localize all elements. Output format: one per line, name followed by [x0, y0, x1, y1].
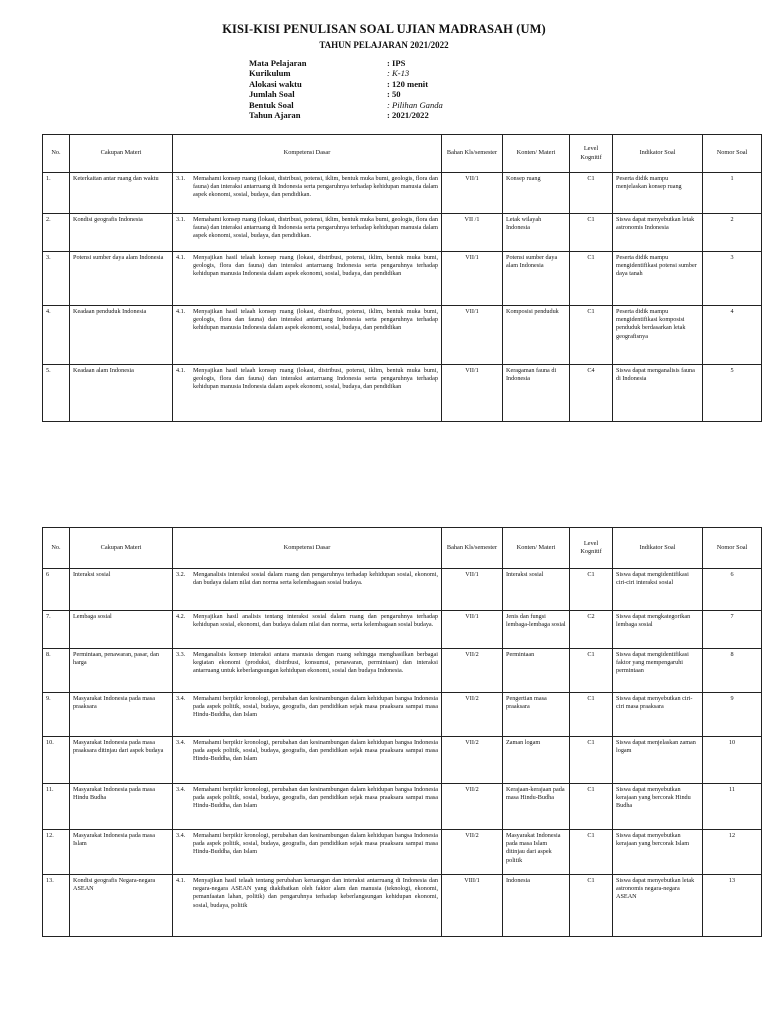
table-row — [43, 737, 762, 784]
row-kompetensi-dasar — [173, 214, 442, 252]
document-meta — [249, 58, 507, 120]
row-no: 8. — [43, 649, 70, 693]
meta-label: Tahun Ajaran — [249, 109, 301, 120]
document-subtitle: TAHUN PELAJARAN 2021/2022 — [319, 40, 449, 50]
meta-row — [249, 68, 507, 78]
row-no: 10. — [43, 737, 70, 784]
row-cakupan-materi: Potensi sumber daya alam Indonesia — [70, 252, 173, 306]
row-kompetensi-dasar — [173, 649, 442, 693]
col-header-no: No. — [43, 135, 70, 173]
table-row — [43, 365, 762, 422]
meta-label: Mata Pelajaran — [249, 58, 307, 68]
row-level-kognitif: C1 — [570, 693, 613, 737]
col-header-indikator: Indikator Soal — [613, 135, 703, 173]
kd-number: 3.2. — [176, 571, 186, 578]
col-header-bahan: Bahan Kls/semester — [442, 528, 503, 569]
kd-text: Menganalisis interaksi sosial dalam ruang dan pengaruhnya terhadap kehidupan sosial, ekonomi, dan budaya dalam nilai dan norma serta kelembagaan sosial budaya. — [193, 571, 438, 587]
kisi-kisi-table-2 — [42, 527, 762, 937]
kd-wrapper — [176, 216, 438, 241]
row-bahan-kelas: VII/2 — [442, 784, 503, 830]
row-bahan-kelas: VII/1 — [442, 306, 503, 365]
kd-number: 4.1. — [176, 308, 186, 315]
row-no: 13. — [43, 875, 70, 937]
row-kompetensi-dasar — [173, 365, 442, 422]
row-konten-materi: Potensi sumber daya alam Indonesia — [503, 252, 570, 306]
kd-text: Memahami berpikir kronologi, perubahan dan kesinambungan dalam kehidupan bangsa Indonesia pada aspek politik, sosial, budaya, geografis, dan pendidikan sejak masa praaksara sampai masa Hindu-Buddha, dan Islam — [193, 695, 438, 719]
row-no: 2. — [43, 214, 70, 252]
kd-wrapper — [176, 308, 438, 333]
meta-row — [249, 58, 507, 68]
row-no: 5. — [43, 365, 70, 422]
row-bahan-kelas: VII/2 — [442, 649, 503, 693]
meta-row — [249, 100, 507, 110]
table-header-row — [43, 528, 762, 569]
row-level-kognitif: C4 — [570, 365, 613, 422]
row-cakupan-materi: Masyarakat Indonesia pada masa praaksara — [70, 693, 173, 737]
col-header-indikator: Indikator Soal — [613, 528, 703, 569]
kd-number: 3.4. — [176, 786, 186, 793]
row-indikator-soal: Siswa dapat menyebutkan kerajaan yang bercorak Hindu Budha — [613, 784, 703, 830]
row-kompetensi-dasar — [173, 693, 442, 737]
col-header-cakupan: Cakupan Materi — [70, 135, 173, 173]
row-bahan-kelas: VII/2 — [442, 830, 503, 875]
kd-wrapper — [176, 613, 438, 629]
kisi-kisi-table-1 — [42, 134, 762, 422]
row-nomor-soal: 9 — [703, 693, 762, 737]
table-header-row — [43, 135, 762, 173]
row-indikator-soal: Siswa dapat menyebutkan kerajaan yang bercorak Islam — [613, 830, 703, 875]
col-header-cakupan: Cakupan Materi — [70, 528, 173, 569]
row-kompetensi-dasar — [173, 306, 442, 365]
document-title: KISI-KISI PENULISAN SOAL UJIAN MADRASAH (UM) — [222, 22, 546, 36]
kd-wrapper — [176, 786, 438, 811]
kd-wrapper — [176, 739, 438, 764]
kd-wrapper — [176, 175, 438, 200]
kd-text: Memahami berpikir kronologi, perubahan dan kesinambungan dalam kehidupan bangsa Indonesia pada aspek politik, sosial, budaya, geografis, dan pendidikan sejak masa praaksara sampai masa Hindu-Buddha, dan Islam — [193, 786, 438, 810]
row-bahan-kelas: VII/2 — [442, 693, 503, 737]
row-no: 11. — [43, 784, 70, 830]
row-level-kognitif: C1 — [570, 252, 613, 306]
row-no: 9. — [43, 693, 70, 737]
col-header-nomor: Nomor Soal — [703, 135, 762, 173]
meta-value: : Pilihan Ganda — [387, 99, 443, 110]
row-nomor-soal: 5 — [703, 365, 762, 422]
row-cakupan-materi: Masyarakat Indonesia pada masa praaksara ditinjau dari aspek budaya — [70, 737, 173, 784]
col-header-level: Level Kognitif — [570, 135, 613, 173]
kd-number: 3.1. — [176, 175, 186, 182]
row-no: 4. — [43, 306, 70, 365]
row-kompetensi-dasar — [173, 252, 442, 306]
row-indikator-soal: Siswa dapat menjelaskan zaman logam — [613, 737, 703, 784]
kd-text: Memahami konsep ruang (lokasi, distribusi, potensi, iklim, bentuk muka bumi, geologis, flora dan fauna) dan interaksi antarruang di Indonesia serta pengaruhnya terhadap kehidupan manusia dalam aspek ekonomi, sosial, budaya, dan pendidikan. — [193, 175, 438, 199]
row-indikator-soal: Siswa dapat mengkategorikan lembaga sosial — [613, 611, 703, 649]
row-level-kognitif: C1 — [570, 306, 613, 365]
row-nomor-soal: 8 — [703, 649, 762, 693]
row-kompetensi-dasar — [173, 875, 442, 937]
row-cakupan-materi: Kondisi geografis Negara-negara ASEAN — [70, 875, 173, 937]
row-level-kognitif: C1 — [570, 784, 613, 830]
row-cakupan-materi: Interaksi sosial — [70, 569, 173, 611]
row-no: 12. — [43, 830, 70, 875]
row-level-kognitif: C2 — [570, 611, 613, 649]
col-header-kd: Kompetensi Dasar — [173, 528, 442, 569]
kd-number: 3.4. — [176, 695, 186, 702]
row-kompetensi-dasar — [173, 737, 442, 784]
kd-text: Menganalisis konsep interaksi antara manusia dengan ruang sehingga menghasilkan berbagai kegiatan ekonomi (produksi, distribusi, konsumsi, penawaran, permintaan) dan interaksi antarruang untuk keberlangsungan kehidupan ekonomi, sosial dan budaya Indonesia. — [193, 651, 438, 675]
row-konten-materi: Komposisi penduduk — [503, 306, 570, 365]
table-row — [43, 784, 762, 830]
row-cakupan-materi: Keadaan alam Indonesia — [70, 365, 173, 422]
row-bahan-kelas: VII/1 — [442, 173, 503, 214]
row-konten-materi: Konsep ruang — [503, 173, 570, 214]
row-nomor-soal: 13 — [703, 875, 762, 937]
row-cakupan-materi: Permintaan, penawaran, pasar, dan harga — [70, 649, 173, 693]
row-nomor-soal: 7 — [703, 611, 762, 649]
row-konten-materi: Masyarakat Indonesia pada masa Islam ditinjau dari aspek politik — [503, 830, 570, 875]
col-header-konten: Konten/ Materi — [503, 135, 570, 173]
row-konten-materi: Interaksi sosial — [503, 569, 570, 611]
table-row — [43, 875, 762, 937]
table-row — [43, 649, 762, 693]
kd-text: Menyajikan hasil telaah konsep ruang (lokasi, distribusi, potensi, iklim, bentuk muka bumi, geologis, flora dan fauna) dan interaksi antarruang Indonesia serta pengaruhnya terhadap kehidupan manusia Indonesia dalam aspek ekonomi, sosial, budaya, dan pendidikan — [193, 367, 438, 391]
row-indikator-soal: Siswa dapat menyebutkan letak astronomis negara-negara ASEAN — [613, 875, 703, 937]
row-no: 1. — [43, 173, 70, 214]
row-kompetensi-dasar — [173, 611, 442, 649]
row-konten-materi: Indonesia — [503, 875, 570, 937]
row-konten-materi: Letak wilayah Indonesia — [503, 214, 570, 252]
row-bahan-kelas: VIII/1 — [442, 875, 503, 937]
row-kompetensi-dasar — [173, 173, 442, 214]
kd-wrapper — [176, 571, 438, 587]
row-level-kognitif: C1 — [570, 737, 613, 784]
row-indikator-soal: Siswa dapat menyebutkan ciri-ciri masa praaksara — [613, 693, 703, 737]
col-header-konten: Konten/ Materi — [503, 528, 570, 569]
row-cakupan-materi: Kondisi geografis Indonesia — [70, 214, 173, 252]
row-konten-materi: Zaman logam — [503, 737, 570, 784]
col-header-kd: Kompetensi Dasar — [173, 135, 442, 173]
kd-number: 3.4. — [176, 832, 186, 839]
row-nomor-soal: 10 — [703, 737, 762, 784]
row-indikator-soal: Siswa dapat mengidentifikasi faktor yang mempengaruhi permintaan — [613, 649, 703, 693]
meta-value: : 120 menit — [387, 78, 429, 89]
kd-number: 3.1. — [176, 216, 186, 223]
row-nomor-soal: 6 — [703, 569, 762, 611]
kd-number: 4.1. — [176, 877, 186, 884]
meta-row — [249, 79, 507, 89]
row-nomor-soal: 11 — [703, 784, 762, 830]
meta-value: : K-13 — [387, 68, 410, 79]
row-no: 3. — [43, 252, 70, 306]
kd-text: Menyajikan hasil telaah tentang perubahan keruangan dan interaksi antarruang di Indonesia dan negara-negara ASEAN yang diakibatkan oleh faktor alam dan manusia (teknologi, ekonomi, pemanfaatan lahan, politik) dan pengaruhnya terhadap keberlangsungan kehidupan ekonomi, sosial, budaya, politik — [193, 877, 438, 909]
kd-wrapper — [176, 254, 438, 279]
col-header-nomor: Nomor Soal — [703, 528, 762, 569]
kd-text: Menyajikan hasil telaah konsep ruang (lokasi, distribusi, potensi, iklim, bentuk muka bumi, geologis, flora dan fauna) dan interaksi antarruang Indonesia serta pengaruhnya terhadap kehidupan manusia Indonesia dalam aspek ekonomi, sosial, budaya, dan pendidikan — [193, 254, 438, 278]
row-bahan-kelas: VII /1 — [442, 214, 503, 252]
row-nomor-soal: 2 — [703, 214, 762, 252]
row-bahan-kelas: VII/1 — [442, 252, 503, 306]
row-konten-materi: Permintaan — [503, 649, 570, 693]
kd-wrapper — [176, 877, 438, 910]
meta-value: : 2021/2022 — [387, 109, 429, 120]
meta-label: Jumlah Soal — [249, 89, 295, 100]
meta-label: Bentuk Soal — [249, 99, 294, 110]
row-cakupan-materi: Masyarakat Indonesia pada masa Hindu Budha — [70, 784, 173, 830]
kd-text: Memahami berpikir kronologi, perubahan dan kesinambungan dalam kehidupan bangsa Indonesia pada aspek politik, sosial, budaya, geografis, dan pendidikan sejak masa praaksara sampai masa Hindu-Buddha, dan Islam — [193, 832, 438, 856]
row-konten-materi: Pengertian masa praaksara — [503, 693, 570, 737]
meta-label: Kurikulum — [249, 68, 291, 79]
kd-text: Menyajikan hasil analisis tentang interaksi sosial dalam ruang dan pengaruhnya terhadap kehidupan sosial, ekonomi, dan budaya dalam nilai dan norma, serta kelembagaan sosial budaya. — [193, 613, 438, 629]
row-bahan-kelas: VII/1 — [442, 611, 503, 649]
meta-value: : IPS — [387, 58, 406, 68]
row-indikator-soal: Siswa dapat mengidentifikasi ciri-ciri interaksi sosial — [613, 569, 703, 611]
col-header-no: No. — [43, 528, 70, 569]
row-indikator-soal: Peserta didik mampu mengidentifikasi potensi sumber daya tanah — [613, 252, 703, 306]
meta-label: Alokasi waktu — [249, 78, 302, 89]
row-konten-materi: Kerajaan-kerajaan pada masa Hindu-Budha — [503, 784, 570, 830]
kd-number: 4.1. — [176, 367, 186, 374]
row-cakupan-materi: Lembaga sosial — [70, 611, 173, 649]
row-bahan-kelas: VII/1 — [442, 365, 503, 422]
table-row — [43, 306, 762, 365]
row-nomor-soal: 4 — [703, 306, 762, 365]
row-level-kognitif: C1 — [570, 214, 613, 252]
table-row — [43, 830, 762, 875]
row-cakupan-materi: Keadaan penduduk Indonesia — [70, 306, 173, 365]
row-level-kognitif: C1 — [570, 569, 613, 611]
row-konten-materi: Jenis dan fungsi lembaga-lembaga sosial — [503, 611, 570, 649]
row-bahan-kelas: VII/1 — [442, 569, 503, 611]
row-no: 7. — [43, 611, 70, 649]
kd-number: 3.3. — [176, 651, 186, 658]
row-indikator-soal: Siswa dapat menganalisis fauna di Indonesia — [613, 365, 703, 422]
table-row — [43, 252, 762, 306]
kd-text: Memahami konsep ruang (lokasi, distribusi, potensi, iklim, bentuk muka bumi, geologis, flora dan fauna) dan interaksi antarruang di Indonesia serta pengaruhnya terhadap kehidupan manusia dalam aspek ekonomi, sosial, budaya, dan pendidikan. — [193, 216, 438, 240]
kd-number: 4.1. — [176, 254, 186, 261]
kd-text: Menyajikan hasil telaah konsep ruang (lokasi, distribusi, potensi, iklim, bentuk muka bumi, geologis, flora dan fauna) dan interaksi antarruang Indonesia serta pengaruhnya terhadap kehidupan manusia Indonesia dalam aspek ekonomi, sosial, budaya, dan pendidikan — [193, 308, 438, 332]
table-row — [43, 693, 762, 737]
table-row — [43, 611, 762, 649]
row-level-kognitif: C1 — [570, 649, 613, 693]
row-bahan-kelas: VII/2 — [442, 737, 503, 784]
kd-wrapper — [176, 832, 438, 857]
meta-row — [249, 89, 507, 99]
row-level-kognitif: C1 — [570, 830, 613, 875]
row-no: 6 — [43, 569, 70, 611]
row-kompetensi-dasar — [173, 784, 442, 830]
meta-value: : 50 — [387, 89, 401, 100]
col-header-bahan: Bahan Kls/semester — [442, 135, 503, 173]
row-nomor-soal: 1 — [703, 173, 762, 214]
meta-row — [249, 110, 507, 120]
row-indikator-soal: Peserta didik mampu menjelaskan konsep ruang — [613, 173, 703, 214]
table-row — [43, 569, 762, 611]
row-cakupan-materi: Keterkaitan antar ruang dan waktu — [70, 173, 173, 214]
kd-wrapper — [176, 367, 438, 392]
table-row — [43, 173, 762, 214]
kd-number: 3.4. — [176, 739, 186, 746]
row-kompetensi-dasar — [173, 830, 442, 875]
row-indikator-soal: Peserta didik mampu mengidentifikasi komposisi penduduk berdasarkan letak geografisnya — [613, 306, 703, 365]
row-nomor-soal: 3 — [703, 252, 762, 306]
kd-text: Memahami berpikir kronologi, perubahan dan kesinambungan dalam kehidupan bangsa Indonesia pada aspek politik, sosial, budaya, geografis, dan pendidikan sejak masa praaksara sampai masa Hindu-Buddha, dan Islam — [193, 739, 438, 763]
row-cakupan-materi: Masyarakat Indonesia pada masa Islam — [70, 830, 173, 875]
row-konten-materi: Keragaman fauna di Indonesia — [503, 365, 570, 422]
row-nomor-soal: 12 — [703, 830, 762, 875]
row-indikator-soal: Siswa dapat menyebutkan letak astronomis Indonesia — [613, 214, 703, 252]
col-header-level: Level Kognitif — [570, 528, 613, 569]
row-kompetensi-dasar — [173, 569, 442, 611]
kd-wrapper — [176, 651, 438, 676]
row-level-kognitif: C1 — [570, 173, 613, 214]
table-row — [43, 214, 762, 252]
row-level-kognitif: C1 — [570, 875, 613, 937]
kd-wrapper — [176, 695, 438, 720]
kd-number: 4.2. — [176, 613, 186, 620]
